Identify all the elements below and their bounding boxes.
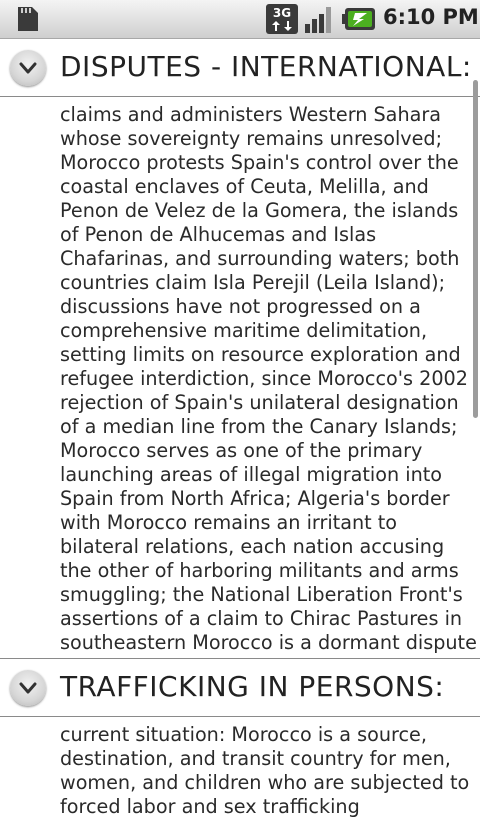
section-title-trafficking: TRAFFICKING IN PERSONS: bbox=[60, 670, 445, 703]
section-header-disputes[interactable] bbox=[0, 39, 480, 97]
network-type-label: 3G bbox=[272, 6, 292, 20]
scrollbar[interactable] bbox=[473, 80, 478, 418]
status-bar bbox=[0, 0, 480, 39]
chevron-down-icon bbox=[19, 60, 37, 76]
expand-button-trafficking[interactable] bbox=[10, 670, 46, 706]
section-divider bbox=[0, 716, 480, 717]
network-3g-icon bbox=[266, 4, 298, 34]
section-body-disputes: claims and administers Western Sahara whose sovereignty remains unresolved; Morocco protests Spain's control over the coastal enclaves of Ceuta, Melilla, and Penon de Velez de la Gomera, the islands of Penon de Alhucemas and Islas Chafarinas, and surrounding waters; both countries claim Isla Perejil (Leila Island); discussions have not progressed on a comprehensive maritime delimitation, setting limits on resource exploration and refugee interdiction, since Morocco's 2002 rejection of Spain's unilateral designation of a median line from the Canary Islands; Morocco serves as one of the primary launching areas of illegal migration into Spain from North Africa; Algeria's border with Morocco remains an irritant to bilateral relations, each nation accusing the other of harboring militants and arms smuggling; the National Liberation Front's assertions of a claim to Chirac Pastures in southeastern Morocco is a dormant dispute bbox=[60, 103, 477, 654]
section-title-disputes: DISPUTES - INTERNATIONAL: bbox=[60, 50, 472, 83]
sd-card-icon bbox=[12, 4, 42, 34]
section-header-trafficking[interactable] bbox=[0, 658, 480, 717]
section-body-trafficking: current situation: Morocco is a source, destination, and transit country for men, women, and children who are subjected to forced labor and sex trafficking bbox=[60, 723, 470, 818]
section-divider bbox=[0, 96, 480, 97]
chevron-down-icon bbox=[19, 680, 37, 696]
battery-charging-icon bbox=[342, 6, 376, 32]
expand-button-disputes[interactable] bbox=[10, 50, 46, 86]
content-scroll-area[interactable] bbox=[0, 39, 480, 818]
signal-strength-icon bbox=[304, 4, 336, 34]
status-time: 6:10 PM bbox=[383, 5, 479, 29]
